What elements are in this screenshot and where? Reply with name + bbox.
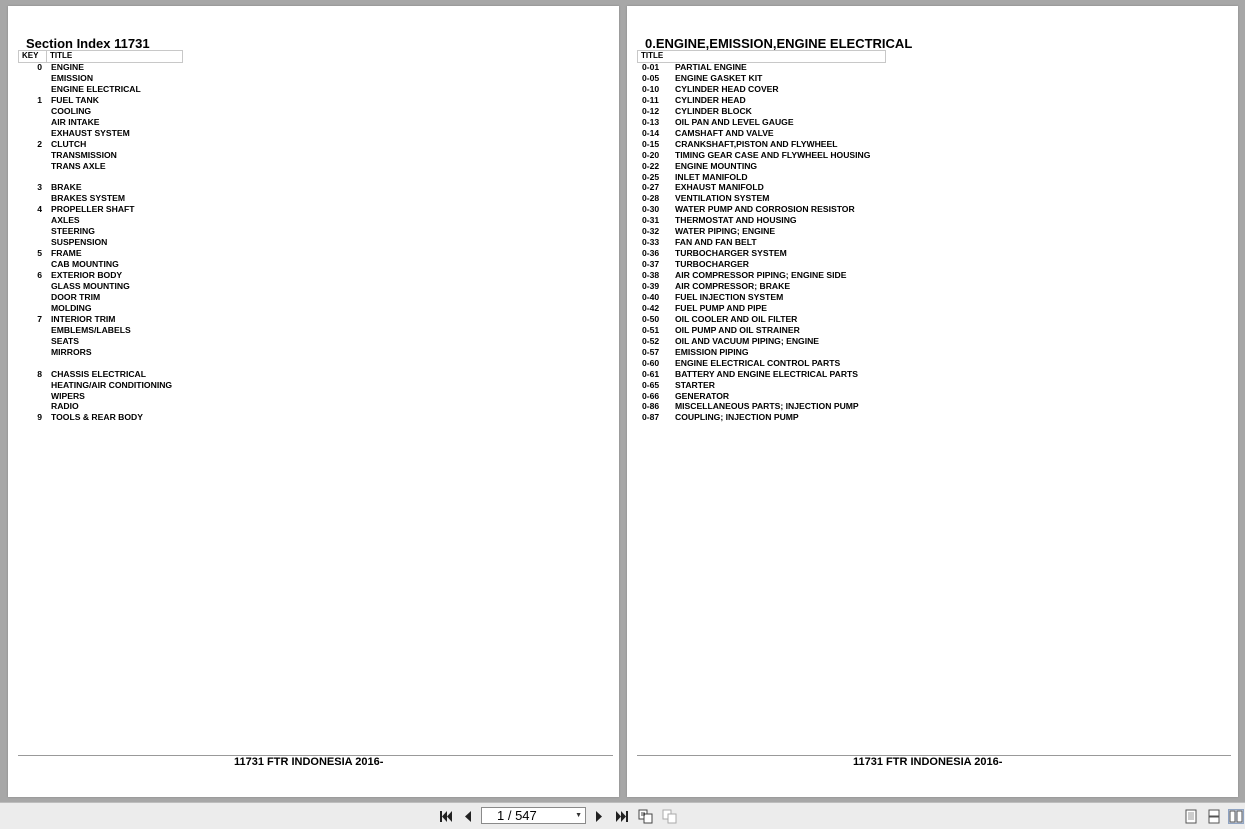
row-key: 3 (37, 182, 42, 193)
row-key: 0-50 (642, 313, 660, 324)
row-title: COUPLING; INJECTION PUMP (675, 412, 799, 423)
unlink-icon[interactable] (662, 809, 678, 824)
row-key: 0-22 (642, 160, 660, 171)
left-page (8, 6, 619, 797)
row-key: 6 (37, 270, 42, 281)
row-title: CYLINDER HEAD (675, 94, 746, 105)
single-page-view-icon[interactable] (1184, 809, 1198, 824)
row-title: BATTERY AND ENGINE ELECTRICAL PARTS (675, 368, 859, 379)
row-title: TOOLS & REAR BODY (51, 412, 143, 423)
row-key: 0-14 (642, 127, 660, 138)
row-title: PROPELLER SHAFT (51, 204, 135, 215)
row-key: 0-51 (642, 324, 660, 335)
row-title: OIL AND VACUUM PIPING; ENGINE (675, 335, 820, 346)
row-title: MISCELLANEOUS PARTS; INJECTION PUMP (675, 401, 859, 412)
row-key: 0-57 (642, 346, 660, 357)
row-title: CHASSIS ELECTRICAL (51, 368, 147, 379)
row-key: 0-42 (642, 302, 660, 313)
row-title: MIRRORS (51, 346, 92, 357)
row-title: DOOR TRIM (51, 291, 101, 302)
row-title: ENGINE ELECTRICAL (51, 83, 141, 94)
table-header (18, 50, 183, 63)
row-title: EXHAUST MANIFOLD (675, 182, 764, 193)
row-title: EXHAUST SYSTEM (51, 127, 130, 138)
row-title: AXLES (51, 215, 80, 226)
row-title: GENERATOR (675, 390, 730, 401)
row-title: FUEL INJECTION SYSTEM (675, 291, 784, 302)
row-key: 7 (37, 313, 42, 324)
row-title: HEATING/AIR CONDITIONING (51, 379, 173, 390)
row-title: CAB MOUNTING (51, 259, 119, 270)
row-key: 0-60 (642, 357, 660, 368)
section-title: Section Index 11731 (26, 36, 150, 51)
page-footer: 11731 FTR INDONESIA 2016- (234, 756, 384, 768)
row-title: ENGINE (51, 62, 84, 72)
row-title: STEERING (51, 226, 95, 237)
row-title: TRANS AXLE (51, 160, 106, 171)
row-key: 0-66 (642, 390, 660, 401)
row-title: CRANKSHAFT,PISTON AND FLYWHEEL (675, 138, 838, 149)
row-key: 0-52 (642, 335, 660, 346)
row-title: BRAKES SYSTEM (51, 193, 126, 204)
row-key: 1 (37, 94, 42, 105)
row-title: CYLINDER BLOCK (675, 105, 752, 116)
row-title: WIPERS (51, 390, 85, 401)
row-title: TRANSMISSION (51, 149, 117, 160)
row-title: CLUTCH (51, 138, 87, 149)
row-key: 5 (37, 248, 42, 259)
row-key: 0-87 (642, 412, 660, 423)
row-title: OIL PAN AND LEVEL GAUGE (675, 116, 794, 127)
row-title: WATER PIPING; ENGINE (675, 226, 776, 237)
section-title: 0.ENGINE,EMISSION,ENGINE ELECTRICAL (645, 36, 913, 51)
row-key: 0 (37, 62, 42, 72)
row-key: 0-65 (642, 379, 660, 390)
last-page-icon[interactable] (614, 809, 630, 824)
previous-page-icon[interactable] (461, 809, 473, 824)
page-footer: 11731 FTR INDONESIA 2016- (853, 756, 1003, 768)
row-key: 0-15 (642, 138, 660, 149)
row-key: 0-10 (642, 83, 660, 94)
row-key: 2 (37, 138, 42, 149)
header-title: TITLE (641, 51, 664, 60)
row-title: FUEL TANK (51, 94, 99, 105)
header-title: TITLE (50, 51, 73, 60)
row-title: FUEL PUMP AND PIPE (675, 302, 768, 313)
row-title: ENGINE GASKET KIT (675, 72, 763, 83)
row-key: 0-31 (642, 215, 660, 226)
row-title: OIL PUMP AND OIL STRAINER (675, 324, 800, 335)
row-title: BRAKE (51, 182, 82, 193)
row-key: 8 (37, 368, 42, 379)
row-title: FAN AND FAN BELT (675, 237, 757, 248)
row-title: AIR COMPRESSOR PIPING; ENGINE SIDE (675, 270, 847, 281)
row-title: FRAME (51, 248, 82, 259)
row-title: THERMOSTAT AND HOUSING (675, 215, 797, 226)
header-key: KEY (19, 51, 47, 62)
row-title: ENGINE MOUNTING (675, 160, 758, 171)
row-key: 0-20 (642, 149, 660, 160)
row-title: MOLDING (51, 302, 92, 313)
chevron-down-icon: ▼ (575, 812, 582, 819)
row-title: EMISSION PIPING (675, 346, 749, 357)
row-key: 0-12 (642, 105, 660, 116)
row-title: SUSPENSION (51, 237, 108, 248)
row-title: INLET MANIFOLD (675, 171, 748, 182)
row-title: STARTER (675, 379, 715, 390)
row-title: PARTIAL ENGINE (675, 62, 747, 72)
row-title: EMBLEMS/LABELS (51, 324, 131, 335)
row-title: CAMSHAFT AND VALVE (675, 127, 774, 138)
page-select-dropdown[interactable] (481, 807, 586, 824)
row-title: VENTILATION SYSTEM (675, 193, 770, 204)
two-page-view-icon[interactable] (1228, 809, 1244, 824)
row-title: OIL COOLER AND OIL FILTER (675, 313, 798, 324)
row-key: 0-86 (642, 401, 660, 412)
row-title: INTERIOR TRIM (51, 313, 116, 324)
viewer-toolbar (0, 802, 1245, 829)
link-icon[interactable] (638, 809, 654, 824)
row-key: 0-37 (642, 259, 660, 270)
row-key: 0-33 (642, 237, 660, 248)
row-key: 0-28 (642, 193, 660, 204)
row-key: 0-39 (642, 281, 660, 291)
row-key: 4 (37, 204, 42, 215)
row-key: 0-27 (642, 182, 660, 193)
right-page (627, 6, 1238, 797)
row-key: 0-11 (642, 94, 659, 105)
row-title: SEATS (51, 335, 80, 346)
row-title: TURBOCHARGER (675, 259, 749, 270)
row-key: 0-40 (642, 291, 660, 302)
next-page-icon[interactable] (593, 809, 605, 824)
row-key: 0-05 (642, 72, 660, 83)
row-title: ENGINE ELECTRICAL CONTROL PARTS (675, 357, 841, 368)
row-key: 9 (37, 412, 42, 423)
row-title: GLASS MOUNTING (51, 281, 130, 291)
row-key: 0-36 (642, 248, 660, 259)
row-title: COOLING (51, 105, 92, 116)
row-key: 0-25 (642, 171, 660, 182)
continuous-view-icon[interactable] (1207, 809, 1221, 824)
first-page-icon[interactable] (438, 809, 454, 824)
row-key: 0-38 (642, 270, 660, 281)
row-title: EXTERIOR BODY (51, 270, 123, 281)
row-key: 0-01 (642, 62, 660, 72)
row-key: 0-30 (642, 204, 660, 215)
row-title: TURBOCHARGER SYSTEM (675, 248, 787, 259)
row-title: RADIO (51, 401, 79, 412)
page-indicator: 1 / 547 (497, 808, 537, 823)
row-key: 0-13 (642, 116, 660, 127)
row-title: WATER PUMP AND CORROSION RESISTOR (675, 204, 855, 215)
row-title: TIMING GEAR CASE AND FLYWHEEL HOUSING (675, 149, 871, 160)
row-title: CYLINDER HEAD COVER (675, 83, 779, 94)
row-title: AIR COMPRESSOR; BRAKE (675, 281, 791, 291)
row-title: EMISSION (51, 72, 94, 83)
row-key: 0-61 (642, 368, 660, 379)
row-title: AIR INTAKE (51, 116, 100, 127)
row-key: 0-32 (642, 226, 660, 237)
